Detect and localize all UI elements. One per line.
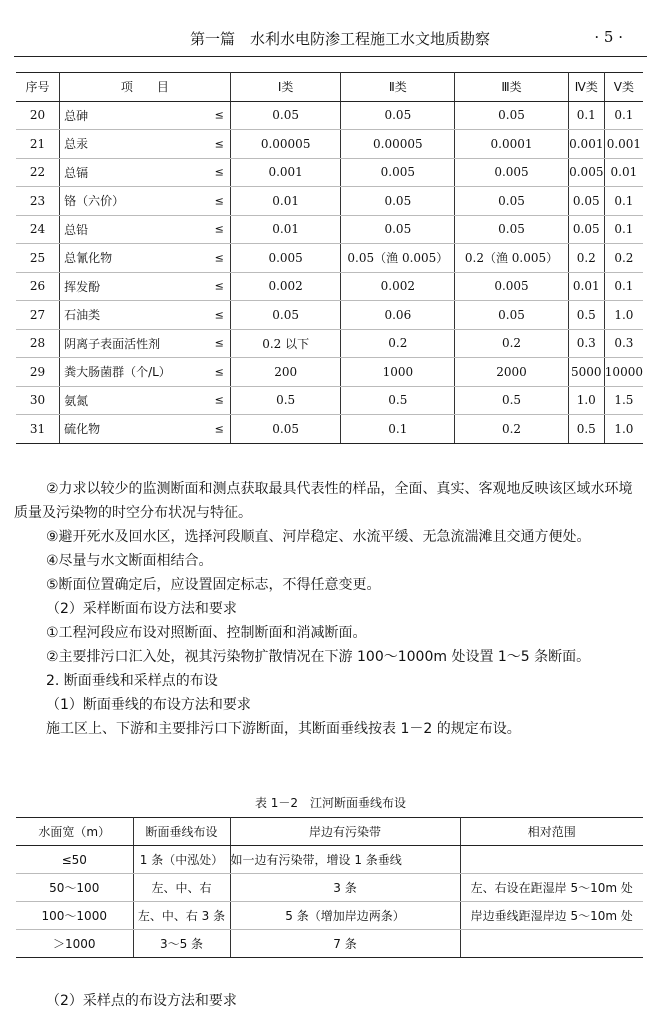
class5-cell: 0.2 [604, 244, 643, 273]
water-width-cell: 50～100 [16, 874, 133, 902]
vertical-lines-cell: 左、中、右 [133, 874, 230, 902]
pollution-band-cell: 7 条 [230, 930, 460, 958]
class5-cell: 1.0 [604, 415, 643, 444]
table-row [16, 187, 643, 216]
header-cell: 岸边有污染带 [230, 818, 460, 846]
item-label: 硫化物 [64, 422, 101, 437]
table-row [16, 415, 643, 444]
range-cell [460, 846, 643, 874]
class3-cell: 0.05 [455, 301, 569, 330]
header-cell: 项 目 [60, 73, 231, 102]
class2-cell: 0.05 [341, 187, 455, 216]
less-equal-sign: ≤ [214, 222, 224, 236]
table-row [16, 846, 643, 874]
paragraph: ①工程河段应布设对照断面、控制断面和消减断面。 [46, 625, 367, 641]
item-label: 阴离子表面活性剂 [64, 336, 161, 351]
page-number: · 5 · [594, 28, 623, 46]
item-cell [60, 301, 231, 330]
class5-cell: 0.3 [604, 329, 643, 358]
item-label: 氨氮 [64, 393, 89, 408]
item-cell [60, 415, 231, 444]
class4-cell: 0.001 [568, 130, 604, 159]
row-number-cell: 27 [16, 301, 60, 330]
item-cell [60, 187, 231, 216]
table-caption: 表 1－2 江河断面垂线布设 [254, 796, 407, 810]
table-row [16, 930, 643, 958]
less-equal-sign: ≤ [214, 365, 224, 379]
table-row [16, 902, 643, 930]
class2-cell: 0.005 [341, 158, 455, 187]
pollution-band-cell: 3 条 [230, 874, 460, 902]
class1-cell: 0.001 [230, 158, 341, 187]
class4-cell: 0.5 [568, 415, 604, 444]
table-row [16, 874, 643, 902]
section-heading: （2）采样断面布设方法和要求 [46, 601, 237, 617]
paragraph: ⑨避开死水及回水区，选择河段顺直、河岸稳定、水流平缓、无急流湍滩且交通方便处。 [46, 529, 591, 545]
item-cell [60, 386, 231, 415]
paragraph: ④尽量与水文断面相结合。 [46, 553, 213, 569]
class5-cell: 10000 [604, 358, 643, 387]
class4-cell: 0.2 [568, 244, 604, 273]
class3-cell: 0.0001 [455, 130, 569, 159]
item-cell [60, 215, 231, 244]
row-number-cell: 28 [16, 329, 60, 358]
class1-cell: 200 [230, 358, 341, 387]
table-row [16, 101, 643, 130]
row-number-cell: 31 [16, 415, 60, 444]
class2-cell: 0.1 [341, 415, 455, 444]
class3-cell: 0.2 [455, 415, 569, 444]
table-row [16, 358, 643, 387]
class1-cell: 0.002 [230, 272, 341, 301]
table-header-row [16, 73, 643, 102]
table-header-row [16, 818, 643, 846]
class1-cell: 0.05 [230, 101, 341, 130]
paragraph: ②主要排污口汇入处，视其污染物扩散情况在下游 100～1000m 处设置 1～5 条断面。 [46, 649, 591, 665]
table-row [16, 301, 643, 330]
vertical-lines-cell: 3～5 条 [133, 930, 230, 958]
class3-cell: 0.005 [455, 158, 569, 187]
item-cell [60, 358, 231, 387]
class5-cell: 0.1 [604, 101, 643, 130]
class1-cell: 0.05 [230, 415, 341, 444]
class1-cell: 0.01 [230, 215, 341, 244]
class5-cell: 0.1 [604, 215, 643, 244]
item-cell [60, 101, 231, 130]
item-label: 总汞 [64, 137, 89, 152]
table-row [16, 329, 643, 358]
chapter-title: 第一篇 水利水电防渗工程施工水文地质勘察 [190, 30, 491, 48]
class2-cell: 0.06 [341, 301, 455, 330]
table-row [16, 272, 643, 301]
class3-cell: 0.2（渔 0.005） [455, 244, 569, 273]
water-width-cell: ＞1000 [16, 930, 133, 958]
class2-cell: 1000 [341, 358, 455, 387]
row-number-cell: 20 [16, 101, 60, 130]
item-cell [60, 329, 231, 358]
item-cell [60, 130, 231, 159]
pollution-band-cell: 5 条（增加岸边两条） [230, 902, 460, 930]
class4-cell: 5000 [568, 358, 604, 387]
row-number-cell: 25 [16, 244, 60, 273]
table-row [16, 130, 643, 159]
class3-cell: 0.05 [455, 101, 569, 130]
row-number-cell: 26 [16, 272, 60, 301]
less-equal-sign: ≤ [214, 279, 224, 293]
class5-cell: 1.5 [604, 386, 643, 415]
class4-cell: 0.3 [568, 329, 604, 358]
paragraph: ⑤断面位置确定后，应设置固定标志，不得任意变更。 [46, 577, 381, 593]
section-heading: 2. 断面垂线和采样点的布设 [46, 673, 218, 689]
water-width-cell: 100～1000 [16, 902, 133, 930]
class4-cell: 0.005 [568, 158, 604, 187]
header-cell: Ⅱ类 [341, 73, 455, 102]
pollution-band-cell: 如一边有污染带，增设 1 条垂线 [230, 846, 460, 874]
class2-cell: 0.5 [341, 386, 455, 415]
table-row [16, 215, 643, 244]
paragraph: ②力求以较少的监测断面和测点获取最具代表性的样品，全面、真实、客观地反映该区域水环境质量及污染物的时空分布状况与特征。 [14, 481, 633, 521]
class3-cell: 0.2 [455, 329, 569, 358]
body-text [14, 477, 646, 741]
item-label: 总氰化物 [64, 251, 113, 266]
class5-cell: 0.001 [604, 130, 643, 159]
class4-cell: 0.05 [568, 187, 604, 216]
item-cell [60, 158, 231, 187]
class2-cell: 0.00005 [341, 130, 455, 159]
row-number-cell: 30 [16, 386, 60, 415]
header-cell: Ⅳ类 [568, 73, 604, 102]
section-heading: （1）断面垂线的布设方法和要求 [46, 697, 251, 713]
class3-cell: 0.005 [455, 272, 569, 301]
item-label: 总镉 [64, 165, 89, 180]
water-quality-standards-table [16, 72, 643, 444]
less-equal-sign: ≤ [214, 308, 224, 322]
class4-cell: 0.01 [568, 272, 604, 301]
water-width-cell: ≤50 [16, 846, 133, 874]
header-cell: 断面垂线布设 [133, 818, 230, 846]
row-number-cell: 23 [16, 187, 60, 216]
vertical-lines-cell: 左、中、右 3 条 [133, 902, 230, 930]
row-number-cell: 21 [16, 130, 60, 159]
class2-cell: 0.2 [341, 329, 455, 358]
item-label: 粪大肠菌群（个/L） [64, 365, 171, 380]
less-equal-sign: ≤ [214, 422, 224, 436]
range-cell: 岸边垂线距湿岸边 5～10m 处 [460, 902, 643, 930]
class2-cell: 0.05 [341, 101, 455, 130]
class2-cell: 0.05 [341, 215, 455, 244]
class3-cell: 0.5 [455, 386, 569, 415]
less-equal-sign: ≤ [214, 393, 224, 407]
header-cell: 序号 [16, 73, 60, 102]
vertical-line-layout-table [16, 817, 643, 958]
less-equal-sign: ≤ [214, 336, 224, 350]
header-cell: 水面宽（m） [16, 818, 133, 846]
item-label: 总砷 [64, 108, 89, 123]
item-cell [60, 272, 231, 301]
item-label: 挥发酚 [64, 279, 101, 294]
class3-cell: 0.05 [455, 215, 569, 244]
section-heading: （2）采样点的布设方法和要求 [46, 993, 237, 1009]
header-cell: Ⅴ类 [604, 73, 643, 102]
page-header [14, 26, 647, 57]
class3-cell: 2000 [455, 358, 569, 387]
less-equal-sign: ≤ [214, 137, 224, 151]
table-row [16, 244, 643, 273]
class1-cell: 0.01 [230, 187, 341, 216]
paragraph: 施工区上、下游和主要排污口下游断面，其断面垂线按表 1－2 的规定布设。 [46, 721, 521, 737]
class5-cell: 0.1 [604, 272, 643, 301]
header-cell: 相对范围 [460, 818, 643, 846]
class5-cell: 0.01 [604, 158, 643, 187]
vertical-lines-cell: 1 条（中泓处） [133, 846, 230, 874]
header-cell: Ⅰ类 [230, 73, 341, 102]
class1-cell: 0.05 [230, 301, 341, 330]
class4-cell: 0.5 [568, 301, 604, 330]
class2-cell: 0.002 [341, 272, 455, 301]
range-cell [460, 930, 643, 958]
item-cell [60, 244, 231, 273]
item-label: 铬（六价） [64, 194, 125, 209]
less-equal-sign: ≤ [214, 108, 224, 122]
class5-cell: 1.0 [604, 301, 643, 330]
less-equal-sign: ≤ [214, 251, 224, 265]
less-equal-sign: ≤ [214, 165, 224, 179]
row-number-cell: 24 [16, 215, 60, 244]
class1-cell: 0.5 [230, 386, 341, 415]
class5-cell: 0.1 [604, 187, 643, 216]
class4-cell: 0.1 [568, 101, 604, 130]
less-equal-sign: ≤ [214, 194, 224, 208]
class4-cell: 1.0 [568, 386, 604, 415]
class1-cell: 0.2 以下 [230, 329, 341, 358]
class1-cell: 0.005 [230, 244, 341, 273]
class1-cell: 0.00005 [230, 130, 341, 159]
table-row [16, 386, 643, 415]
table-row [16, 158, 643, 187]
row-number-cell: 22 [16, 158, 60, 187]
header-cell: Ⅲ类 [455, 73, 569, 102]
item-label: 石油类 [64, 308, 101, 323]
range-cell: 左、右设在距湿岸 5～10m 处 [460, 874, 643, 902]
item-label: 总铅 [64, 222, 89, 237]
class3-cell: 0.05 [455, 187, 569, 216]
row-number-cell: 29 [16, 358, 60, 387]
class4-cell: 0.05 [568, 215, 604, 244]
class2-cell: 0.05（渔 0.005） [341, 244, 455, 273]
